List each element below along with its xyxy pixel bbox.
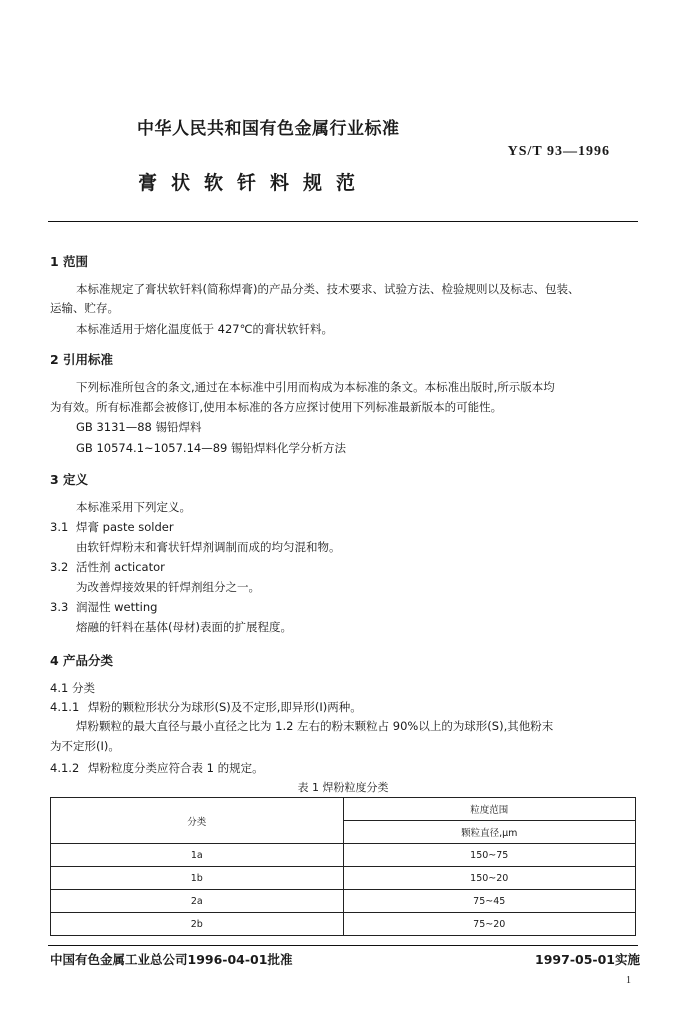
- definition-3-3-text: 熔融的钎料在基体(母材)表面的扩展程度。: [76, 620, 292, 634]
- section-4-heading: 4 产品分类: [50, 653, 114, 668]
- definition-3-2-text: 为改善焊接效果的钎焊剂组分之一。: [76, 580, 260, 594]
- table-row: [51, 913, 636, 936]
- document-title: 膏状软钎料规范: [138, 172, 370, 194]
- table-header-unit: 颗粒直径,μm: [343, 821, 636, 844]
- page-number: 1: [626, 975, 631, 986]
- clause-4-1-1-text: 焊粉的颗粒形状分为球形(S)及不定形,即异形(I)两种。: [88, 700, 362, 714]
- standard-organization: 中华人民共和国有色金属行业标准: [137, 119, 400, 139]
- section-2-para-1: 下列标准所包含的条文,通过在本标准中引用而构成为本标准的条文。本标准出版时,所示版本均: [76, 380, 555, 394]
- particle-size-table: [50, 797, 636, 936]
- section-1-para-2: 本标准适用于熔化温度低于 427℃的膏状软钎料。: [76, 322, 334, 336]
- footer-rule: [48, 945, 638, 946]
- clause-4-1-2-number: 4.1.2: [50, 761, 80, 775]
- table-cell-size: 150~75: [343, 844, 636, 867]
- definition-3-1-number: 3.1: [50, 520, 69, 534]
- definition-3-1-text: 由软钎焊粉末和膏状钎焊剂调制而成的均匀混和物。: [76, 540, 341, 554]
- table-1-caption: 表 1 焊粉粒度分类: [297, 781, 389, 794]
- definition-3-3: [50, 599, 157, 615]
- table-header-class: 分类: [51, 798, 344, 844]
- clause-4-1-1: [50, 699, 362, 715]
- section-3-heading: 3 定义: [50, 472, 89, 487]
- table-cell-size: 75~20: [343, 913, 636, 936]
- clause-4-1-1-para: 焊粉颗粒的最大直径与最小直径之比为 1.2 左右的粉末颗粒占 90%以上的为球形(S),其他粉末: [76, 719, 554, 733]
- definition-3-1-term: 焊膏 paste solder: [76, 520, 174, 534]
- definition-3-3-number: 3.3: [50, 600, 69, 614]
- section-2-heading: 2 引用标准: [50, 352, 114, 367]
- table-header-range: 粒度范围: [343, 798, 636, 821]
- table-row: [51, 844, 636, 867]
- section-2-para-1-cont: 为有效。所有标准都会被修订,使用本标准的各方应探讨使用下列标准最新版本的可能性。: [50, 400, 503, 414]
- table-cell-class: 2a: [51, 890, 344, 913]
- table-cell-size: 150~20: [343, 867, 636, 890]
- effective-date: 1997-05-01实施: [535, 952, 640, 967]
- clause-4-1-1-number: 4.1.1: [50, 700, 80, 714]
- table-row: [51, 890, 636, 913]
- definition-3-3-term: 润湿性 wetting: [76, 600, 158, 614]
- reference-gb10574: GB 10574.1~1057.14—89 锡铅焊料化学分析方法: [76, 441, 346, 455]
- clause-4-1-2: [50, 760, 264, 776]
- reference-gb3131: GB 3131—88 锡铅焊料: [76, 420, 202, 434]
- definition-3-2: [50, 559, 165, 575]
- clause-4-1-1-para-cont: 为不定形(I)。: [50, 739, 120, 753]
- header-rule: [48, 221, 638, 222]
- definition-3-2-number: 3.2: [50, 560, 69, 574]
- section-3-intro: 本标准采用下列定义。: [76, 500, 191, 514]
- approval-line: 中国有色金属工业总公司1996-04-01批准: [50, 952, 293, 967]
- table-cell-class: 1b: [51, 867, 344, 890]
- definition-3-2-term: 活性剂 acticator: [76, 560, 165, 574]
- definition-3-1: [50, 519, 174, 535]
- table-row: [51, 867, 636, 890]
- clause-4-1-2-text: 焊粉粒度分类应符合表 1 的规定。: [88, 761, 264, 775]
- table-cell-class: 1a: [51, 844, 344, 867]
- section-1-para-1: 本标准规定了膏状软钎料(简称焊膏)的产品分类、技术要求、试验方法、检验规则以及标志、包装、: [76, 282, 580, 296]
- table-cell-size: 75~45: [343, 890, 636, 913]
- table-cell-class: 2b: [51, 913, 344, 936]
- clause-4-1: 4.1 分类: [50, 681, 95, 695]
- section-1-heading: 1 范围: [50, 254, 89, 269]
- section-1-para-1-cont: 运输、贮存。: [50, 301, 119, 315]
- standard-code: YS/T 93—1996: [507, 144, 610, 159]
